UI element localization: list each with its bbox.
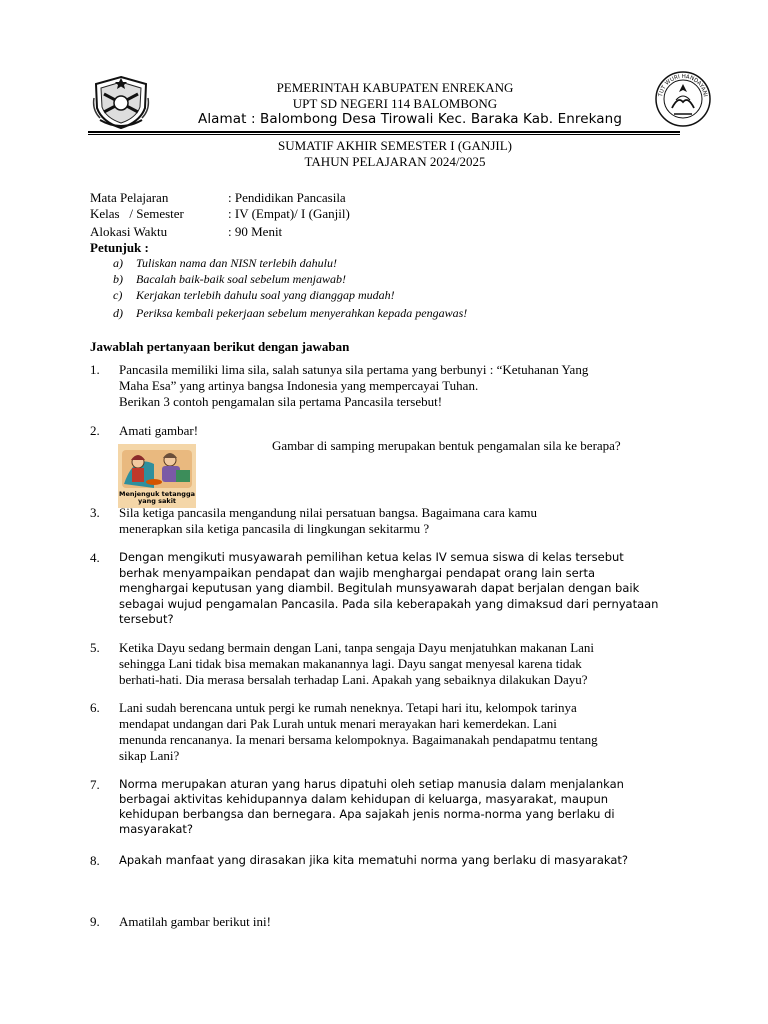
- question-line: Norma merupakan aturan yang harus dipatuhi oleh setiap manusia dalam menjalankan: [119, 777, 624, 791]
- header-divider-thin: [88, 134, 680, 135]
- exam-year: TAHUN PELAJARAN 2024/2025: [304, 154, 486, 169]
- question-line: Berikan 3 contoh pengamalan sila pertama Pancasila tersebut!: [119, 394, 443, 409]
- question-line: berhati-hati. Dia merasa bersalah terhadap Lani. Apakah yang sebaiknya dilakukan Dayu?: [119, 672, 588, 687]
- info-value-class: : IV (Empat)/ I (Ganjil): [228, 206, 350, 221]
- petunjuk-label: Petunjuk :: [90, 240, 149, 255]
- petunjuk-text: Bacalah baik-baik soal sebelum menjawab!: [136, 272, 346, 286]
- question-text: [119, 853, 685, 868]
- info-value-time: : 90 Menit: [228, 224, 283, 239]
- info-label-time: Alokasi Waktu: [90, 224, 168, 239]
- question-number: 1.: [90, 362, 100, 377]
- regency-emblem-icon: [90, 74, 152, 130]
- visiting-neighbor-image: [118, 444, 196, 508]
- question-line: Pancasila memiliki lima sila, salah satunya sila pertama yang berbunyi : “Ketuhanan Yang: [119, 362, 589, 377]
- question-text: [119, 700, 685, 764]
- petunjuk-marker: d): [113, 306, 123, 320]
- petunjuk-item: [113, 272, 346, 287]
- question-line: Sila ketiga pancasila mengandung nilai persatuan bangsa. Bagaimana cara kamu: [119, 505, 538, 520]
- header-divider: [88, 131, 680, 133]
- question-line: berbagai aktivitas kehidupannya dalam kehidupan di keluarga, masyarakat, maupun: [119, 792, 609, 806]
- petunjuk-item: [113, 288, 395, 303]
- question-text: [119, 423, 685, 439]
- image-caption: Menjenguk tetangga yang sakit: [119, 490, 195, 505]
- question-line: Amatilah gambar berikut ini!: [119, 914, 271, 929]
- question-line: berhak menyampaikan pendapat dan wajib menghargai pendapat orang lain serta: [119, 565, 596, 580]
- header-school: UPT SD NEGERI 114 BALOMBONG: [292, 96, 498, 111]
- question-number: 6.: [90, 700, 100, 715]
- petunjuk-text: Kerjakan terlebih dahulu soal yang dianggap mudah!: [136, 288, 395, 302]
- question-line: sebagai wujud pengamalan Pancasila. Pada sila keberapakah yang dimaksud dari pernyataan: [119, 596, 659, 611]
- question-text: [119, 914, 685, 930]
- question-line: sehingga Lani tidak bisa memakan makanannya lagi. Dayu sangat menyesal karena tidak: [119, 656, 582, 671]
- question-number: 8.: [90, 853, 100, 868]
- petunjuk-marker: a): [113, 256, 123, 270]
- petunjuk-text: Tuliskan nama dan NISN terlebih dahulu!: [136, 256, 337, 270]
- question-line: menghargai keputusan yang diambil. Begitulah munsyawarah dapat berjalan dengan baik: [119, 581, 640, 595]
- petunjuk-item: [113, 306, 467, 321]
- instruction-heading: Jawablah pertanyaan berikut dengan jawaban: [90, 339, 350, 354]
- question-line: Apakah manfaat yang dirasakan jika kita mematuhi norma yang berlaku di masyarakat?: [119, 853, 629, 867]
- question-number: 7.: [90, 777, 100, 792]
- question-line: Maha Esa” yang artinya bangsa Indonesia yang mempercayai Tuhan.: [119, 378, 479, 393]
- info-value-subject: : Pendidikan Pancasila: [228, 190, 346, 205]
- question-line: mendapat undangan dari Pak Lurah untuk menari merayakan hari kemerdekan. Lani: [119, 716, 557, 731]
- petunjuk-marker: c): [113, 288, 123, 302]
- question-number: 2.: [90, 423, 100, 438]
- question-line: Lani sudah berencana untuk pergi ke rumah neneknya. Tetapi hari itu, kelompok tarinya: [119, 700, 577, 715]
- question-line: kehidupan berbangsa dan bernegara. Apa sajakah jenis norma-norma yang berlaku di: [119, 807, 615, 821]
- question-line: Amati gambar!: [119, 423, 199, 438]
- question-line: masyarakat?: [119, 822, 193, 836]
- question-number: 9.: [90, 914, 100, 929]
- petunjuk-text: Periksa kembali pekerjaan sebelum menyerahkan kepada pengawas!: [136, 306, 468, 320]
- question-side-text: Gambar di samping merupakan bentuk pengamalan sila ke berapa?: [272, 438, 621, 453]
- question-number: 3.: [90, 505, 100, 520]
- question-line: tersebut?: [119, 612, 174, 626]
- question-line: menunda rencananya. Ia menari bersama kelompoknya. Bagaimanakah pendapatmu tentang: [119, 732, 598, 747]
- question-text: [119, 362, 685, 410]
- question-line: Dengan mengikuti musyawarah pemilihan ketua kelas IV semua siswa di kelas tersebut: [119, 550, 624, 564]
- question-line: Ketika Dayu sedang bermain dengan Lani, tanpa sengaja Dayu menjatuhkan makanan Lani: [119, 640, 595, 655]
- info-label-subject: Mata Pelajaran: [90, 190, 169, 205]
- question-number: 5.: [90, 640, 100, 655]
- header-address: Alamat : Balombong Desa Tirowali Kec. Baraka Kab. Enrekang: [197, 111, 622, 127]
- question-number: 4.: [90, 550, 100, 565]
- logo-motto-text: TUT WURI HANDAYANI: [658, 73, 708, 98]
- info-label-class: Kelas / Semester: [90, 206, 184, 221]
- exam-title: SUMATIF AKHIR SEMESTER I (GANJIL): [277, 138, 512, 153]
- question-line: menerapkan sila ketiga pancasila di lingkungan sekitarmu ?: [119, 521, 430, 536]
- question-text: [119, 550, 685, 628]
- question-text: [119, 505, 685, 537]
- petunjuk-marker: b): [113, 272, 123, 286]
- question-line: sikap Lani?: [119, 748, 180, 763]
- petunjuk-item: [113, 256, 337, 271]
- question-text: [119, 777, 685, 837]
- header-government: PEMERINTAH KABUPATEN ENREKANG: [276, 80, 514, 95]
- question-text: [119, 640, 685, 688]
